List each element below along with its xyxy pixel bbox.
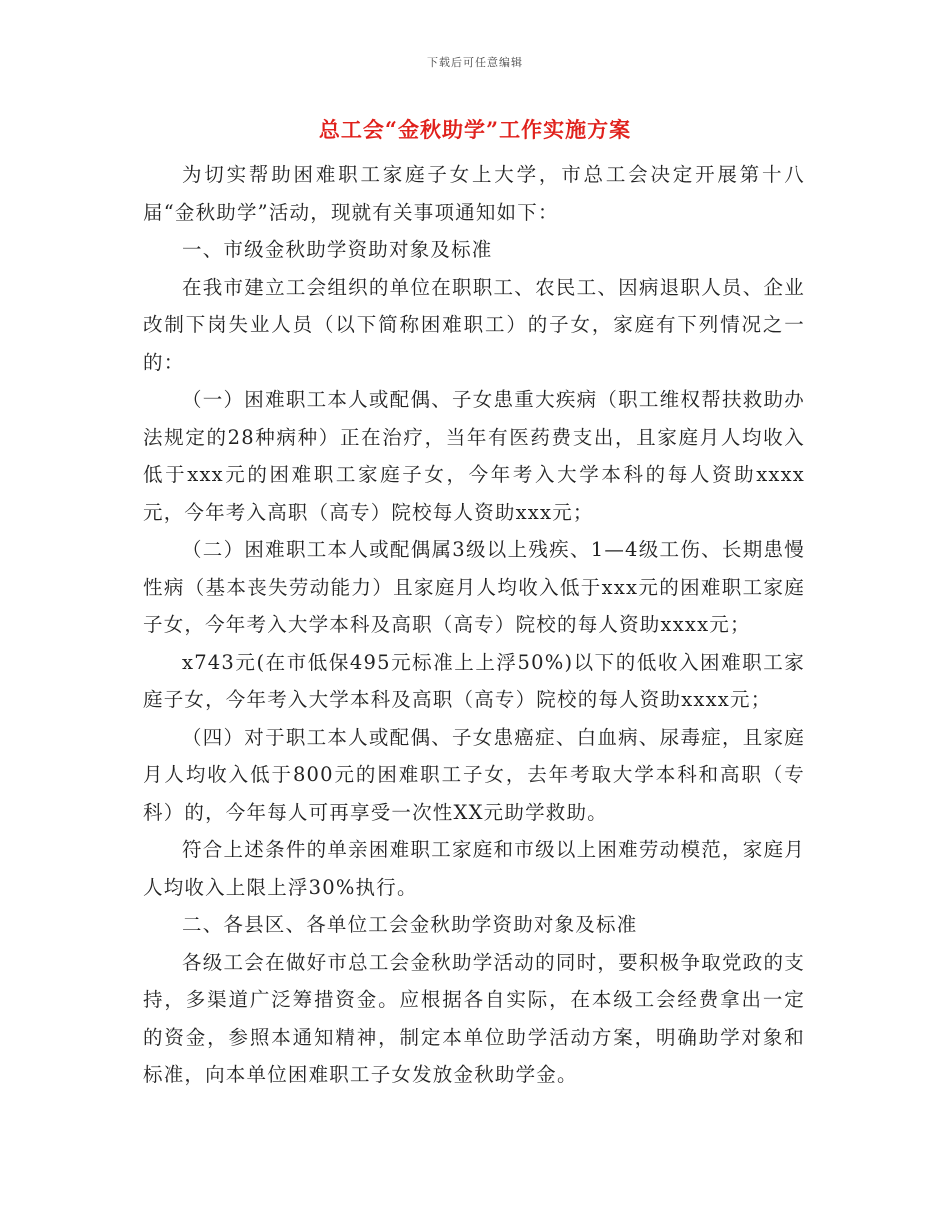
paragraph-item-3: x743元(在市低保495元标准上上浮50%)以下的低收入困难职工家庭子女，今年考入大学本科及高职（高专）院校的每人资助xxxx元； bbox=[143, 650, 805, 711]
paragraph-item-4: （四）对于职工本人或配偶、子女患癌症、白血病、尿毒症，且家庭月人均收入低于800元的困难职工子女，去年考取大学本科和高职（专科）的，今年每人可再享受一次性XX元助学救助。 bbox=[143, 725, 805, 824]
paragraph-item-2: （二）困难职工本人或配偶属3级以上残疾、1—4级工伤、长期患慢性病（基本丧失劳动能力）且家庭月人均收入低于xxx元的困难职工家庭子女，今年考入大学本科及高职（高专）院校的每人资助xxxx元； bbox=[143, 538, 805, 636]
paragraph-county-units: 各级工会在做好市总工会金秋助学活动的同时，要积极争取党政的支持，多渠道广泛筹措资金。应根据各自实际，在本级工会经费拿出一定的资金，参照本通知精神，制定本单位助学活动方案，明确助学对象和标准，向本单位困难职工子女发放金秋助学金。 bbox=[143, 950, 805, 1086]
document-body bbox=[143, 156, 805, 1094]
paragraph-single-parent: 符合上述条件的单亲困难职工家庭和市级以上困难劳动模范，家庭月人均收入上限上浮30%执行。 bbox=[143, 838, 805, 899]
section-heading-2: 二、各县区、各单位工会金秋助学资助对象及标准 bbox=[182, 913, 638, 936]
paragraph-intro: 为切实帮助困难职工家庭子女上大学，市总工会决定开展第十八届“金秋助学”活动，现就有关事项通知如下： bbox=[143, 163, 805, 224]
header-note: 下载后可任意编辑 bbox=[427, 56, 523, 69]
document-title: 总工会“金秋助学”工作实施方案 bbox=[318, 117, 632, 142]
paragraph-eligibility: 在我市建立工会组织的单位在职职工、农民工、因病退职人员、企业改制下岗失业人员（以下简称困难职工）的子女，家庭有下列情况之一的： bbox=[143, 275, 805, 374]
paragraph-item-1: （一）困难职工本人或配偶、子女患重大疾病（职工维权帮扶救助办法规定的28种病种）正在治疗，当年有医药费支出，且家庭月人均收入低于xxx元的困难职工家庭子女，今年考入大学本科的每人资助xxxx元，今年考入高职（高专）院校每人资助xxx元； bbox=[143, 388, 805, 524]
section-heading-1: 一、市级金秋助学资助对象及标准 bbox=[182, 238, 493, 261]
